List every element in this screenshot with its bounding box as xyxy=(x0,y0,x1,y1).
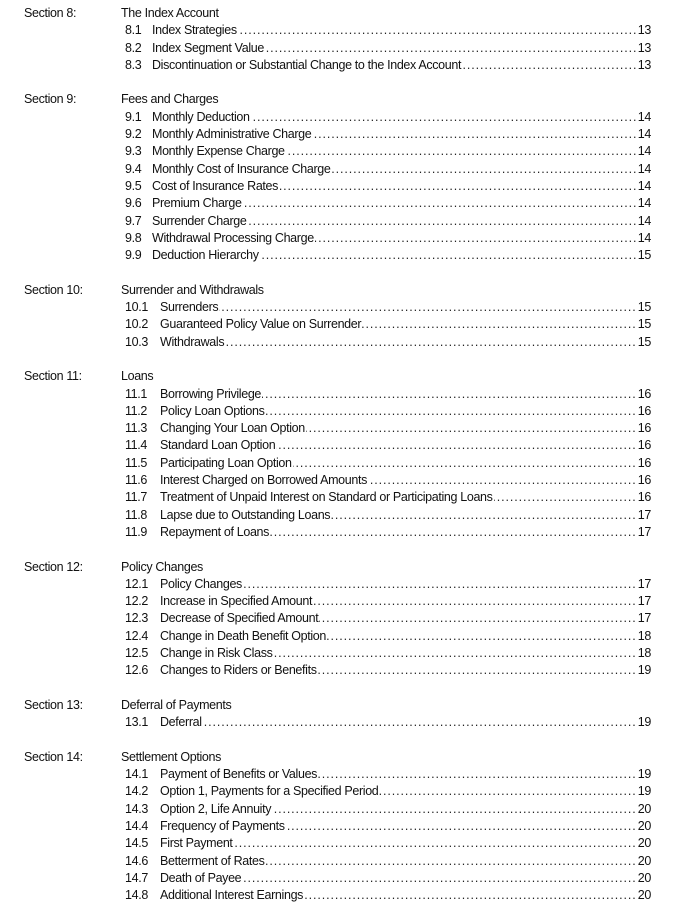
entry-leader xyxy=(152,178,649,195)
entry-leader xyxy=(160,524,649,541)
section-title: Loans xyxy=(121,369,154,384)
entry-title: Frequency of Payments xyxy=(160,818,285,833)
entry-title: Withdrawal Processing Charge xyxy=(152,230,314,245)
entry-leader xyxy=(152,126,649,143)
entry-page-number: 20 xyxy=(636,887,651,904)
entry-number: 9.6 xyxy=(125,196,142,211)
entry-page-number: 13 xyxy=(636,57,651,74)
entry-title: Option 2, Life Annuity xyxy=(160,801,272,816)
entry-leader xyxy=(160,853,649,870)
section-label: Section 14: xyxy=(24,749,83,764)
entry-number: 12.6 xyxy=(125,663,148,678)
entry-leader xyxy=(152,22,649,39)
entry-leader xyxy=(160,455,649,472)
entry-page-number: 19 xyxy=(636,662,651,679)
section-label: Section 12: xyxy=(24,559,83,574)
toc-entry[interactable] xyxy=(0,628,697,645)
entry-title: Lapse due to Outstanding Loans xyxy=(160,507,331,522)
entry-leader xyxy=(152,143,649,160)
entry-title: Premium Charge xyxy=(152,196,242,211)
entry-page-number: 20 xyxy=(636,870,651,887)
entry-number: 10.1 xyxy=(125,300,148,315)
entry-page-number: 14 xyxy=(636,230,651,247)
entry-number: 9.1 xyxy=(125,109,142,124)
entry-leader xyxy=(160,766,649,783)
entry-number: 9.7 xyxy=(125,213,142,228)
toc-entry[interactable] xyxy=(0,870,697,887)
toc-entry[interactable] xyxy=(0,593,697,610)
entry-leader xyxy=(160,783,649,800)
entry-title: Monthly Administrative Charge xyxy=(152,127,312,142)
entry-title: Option 1, Payments for a Specified Period xyxy=(160,784,379,799)
toc-entry[interactable] xyxy=(0,818,697,835)
entry-leader xyxy=(160,818,649,835)
toc-section xyxy=(0,368,697,541)
toc-entry[interactable] xyxy=(0,801,697,818)
toc-section xyxy=(0,282,697,351)
entry-number: 9.2 xyxy=(125,127,142,142)
entry-leader xyxy=(160,420,649,437)
toc-entry[interactable] xyxy=(0,783,697,800)
section-label: Section 13: xyxy=(24,697,83,712)
toc-entry[interactable] xyxy=(0,420,697,437)
toc-entry[interactable] xyxy=(0,213,697,230)
entry-number: 11.9 xyxy=(125,524,148,539)
toc-entry[interactable] xyxy=(0,299,697,316)
entry-number: 10.2 xyxy=(125,317,148,332)
toc-entry[interactable] xyxy=(0,524,697,541)
section-label: Section 9: xyxy=(24,92,77,107)
section-heading xyxy=(0,697,697,714)
entry-page-number: 15 xyxy=(636,299,651,316)
entry-title: Surrender Charge xyxy=(152,213,247,228)
section-label: Section 11: xyxy=(24,369,82,384)
entry-title: Increase in Specified Amount xyxy=(160,594,313,609)
section-title: The Index Account xyxy=(121,6,219,20)
entry-title: Treatment of Unpaid Interest on Standard or Participating Loans xyxy=(160,490,493,505)
toc-entry[interactable] xyxy=(0,57,697,74)
toc-entry[interactable] xyxy=(0,334,697,351)
entry-title: Interest Charged on Borrowed Amounts xyxy=(160,473,367,488)
entry-title: Cost of Insurance Rates xyxy=(152,178,279,193)
entry-page-number: 18 xyxy=(636,645,651,662)
entry-page-number: 14 xyxy=(636,143,651,160)
entry-number: 9.8 xyxy=(125,230,142,245)
entry-title: Index Strategies xyxy=(152,23,237,38)
section-heading xyxy=(0,5,697,22)
entry-page-number: 16 xyxy=(636,455,651,472)
entry-title: First Payment xyxy=(160,836,233,851)
entry-number: 13.1 xyxy=(125,715,148,730)
entry-leader xyxy=(152,230,649,247)
entry-leader xyxy=(160,472,649,489)
toc-entry[interactable] xyxy=(0,472,697,489)
entry-page-number: 15 xyxy=(636,316,651,333)
toc-entry[interactable] xyxy=(0,22,697,39)
toc-entry[interactable] xyxy=(0,766,697,783)
entry-number: 12.5 xyxy=(125,645,148,660)
entry-page-number: 16 xyxy=(636,489,651,506)
section-title: Surrender and Withdrawals xyxy=(121,282,264,297)
toc-entry[interactable] xyxy=(0,610,697,627)
entry-number: 14.1 xyxy=(125,767,148,782)
entry-number: 11.7 xyxy=(125,490,148,505)
entry-leader xyxy=(160,645,649,662)
entry-page-number: 16 xyxy=(636,403,651,420)
entry-page-number: 17 xyxy=(636,593,651,610)
entry-title: Withdrawals xyxy=(160,334,225,349)
entry-page-number: 20 xyxy=(636,801,651,818)
entry-title: Standard Loan Option xyxy=(160,438,276,453)
toc-section xyxy=(0,749,697,905)
section-heading xyxy=(0,282,697,299)
toc-section xyxy=(0,91,697,264)
entry-leader xyxy=(152,161,649,178)
section-title: Policy Changes xyxy=(121,559,203,574)
entry-leader xyxy=(152,213,649,230)
entry-page-number: 14 xyxy=(636,161,651,178)
toc-entry[interactable] xyxy=(0,143,697,160)
entry-page-number: 15 xyxy=(636,247,651,264)
toc-section xyxy=(0,697,697,732)
entry-title: Surrenders xyxy=(160,300,219,315)
entry-title: Deduction Hierarchy xyxy=(152,248,259,263)
entry-title: Changing Your Loan Option xyxy=(160,421,305,436)
entry-leader xyxy=(160,662,649,679)
section-heading xyxy=(0,559,697,576)
entry-number: 9.5 xyxy=(125,178,142,193)
entry-page-number: 17 xyxy=(636,576,651,593)
entry-number: 8.3 xyxy=(125,57,142,72)
entry-page-number: 17 xyxy=(636,524,651,541)
entry-page-number: 17 xyxy=(636,507,651,524)
entry-leader xyxy=(160,437,649,454)
entry-page-number: 14 xyxy=(636,213,651,230)
entry-title: Additional Interest Earnings xyxy=(160,888,304,903)
entry-title: Change in Death Benefit Option xyxy=(160,628,327,643)
toc-entry[interactable] xyxy=(0,40,697,57)
entry-title: Change in Risk Class xyxy=(160,645,273,660)
entry-title: Participating Loan Option xyxy=(160,455,292,470)
toc-entry[interactable] xyxy=(0,714,697,731)
toc-entry[interactable] xyxy=(0,195,697,212)
section-heading xyxy=(0,368,697,385)
toc-entry[interactable] xyxy=(0,247,697,264)
entry-leader xyxy=(160,507,649,524)
entry-title: Index Segment Value xyxy=(152,40,264,55)
entry-number: 9.3 xyxy=(125,144,142,159)
entry-number: 8.1 xyxy=(125,23,142,38)
entry-leader xyxy=(160,887,649,904)
entry-number: 12.3 xyxy=(125,611,148,626)
entry-page-number: 13 xyxy=(636,40,651,57)
entry-number: 10.3 xyxy=(125,334,148,349)
entry-leader xyxy=(152,57,649,74)
toc-section xyxy=(0,5,697,74)
entry-number: 14.4 xyxy=(125,818,148,833)
entry-number: 11.4 xyxy=(125,438,148,453)
entry-number: 9.9 xyxy=(125,248,142,263)
entry-leader xyxy=(160,714,649,731)
section-label: Section 10: xyxy=(24,282,83,297)
entry-leader xyxy=(152,109,649,126)
entry-page-number: 19 xyxy=(636,714,651,731)
entry-title: Borrowing Privilege xyxy=(160,386,262,401)
entry-leader xyxy=(160,610,649,627)
table-of-contents xyxy=(0,5,697,922)
section-heading xyxy=(0,91,697,108)
entry-number: 11.3 xyxy=(125,421,148,436)
entry-number: 9.4 xyxy=(125,161,142,176)
entry-title: Guaranteed Policy Value on Surrender xyxy=(160,317,362,332)
entry-leader xyxy=(160,835,649,852)
entry-leader xyxy=(160,801,649,818)
entry-page-number: 20 xyxy=(636,853,651,870)
entry-page-number: 17 xyxy=(636,610,651,627)
toc-entry[interactable] xyxy=(0,835,697,852)
entry-number: 14.7 xyxy=(125,870,148,885)
entry-leader xyxy=(160,576,649,593)
entry-number: 12.1 xyxy=(125,576,148,591)
section-title: Fees and Charges xyxy=(121,92,219,107)
entry-title: Payment of Benefits or Values xyxy=(160,767,318,782)
entry-leader xyxy=(152,40,649,57)
toc-entry[interactable] xyxy=(0,230,697,247)
entry-title: Deferral xyxy=(160,715,202,730)
entry-page-number: 14 xyxy=(636,109,651,126)
entry-leader xyxy=(152,195,649,212)
entry-page-number: 19 xyxy=(636,766,651,783)
entry-page-number: 19 xyxy=(636,783,651,800)
entry-leader xyxy=(160,299,649,316)
toc-entry[interactable] xyxy=(0,403,697,420)
entry-title: Decrease of Specified Amount xyxy=(160,611,319,626)
entry-leader xyxy=(160,334,649,351)
toc-entry[interactable] xyxy=(0,316,697,333)
entry-page-number: 16 xyxy=(636,386,651,403)
entry-title: Policy Loan Options xyxy=(160,403,265,418)
toc-entry[interactable] xyxy=(0,455,697,472)
entry-title: Repayment of Loans xyxy=(160,524,270,539)
entry-page-number: 20 xyxy=(636,818,651,835)
entry-number: 14.3 xyxy=(125,801,148,816)
section-heading xyxy=(0,749,697,766)
entry-number: 14.8 xyxy=(125,888,148,903)
toc-entry[interactable] xyxy=(0,178,697,195)
entry-page-number: 14 xyxy=(636,126,651,143)
entry-page-number: 14 xyxy=(636,195,651,212)
entry-title: Death of Payee xyxy=(160,870,242,885)
entry-number: 12.2 xyxy=(125,594,148,609)
entry-leader xyxy=(160,628,649,645)
entry-number: 12.4 xyxy=(125,628,148,643)
entry-leader xyxy=(160,316,649,333)
entry-number: 11.1 xyxy=(125,386,148,401)
entry-page-number: 13 xyxy=(636,22,651,39)
entry-page-number: 15 xyxy=(636,334,651,351)
toc-entry[interactable] xyxy=(0,109,697,126)
toc-entry[interactable] xyxy=(0,489,697,506)
entry-title: Policy Changes xyxy=(160,576,242,591)
entry-number: 14.2 xyxy=(125,784,148,799)
entry-title: Monthly Expense Charge xyxy=(152,144,285,159)
entry-number: 11.5 xyxy=(125,455,148,470)
toc-entry[interactable] xyxy=(0,853,697,870)
entry-leader xyxy=(152,247,649,264)
toc-entry[interactable] xyxy=(0,576,697,593)
section-label: Section 8: xyxy=(24,6,77,20)
toc-entry[interactable] xyxy=(0,386,697,403)
section-title: Deferral of Payments xyxy=(121,697,232,712)
entry-title: Changes to Riders or Benefits xyxy=(160,663,317,678)
entry-leader xyxy=(160,593,649,610)
entry-leader xyxy=(160,386,649,403)
entry-page-number: 14 xyxy=(636,178,651,195)
entry-leader xyxy=(160,403,649,420)
entry-number: 8.2 xyxy=(125,40,142,55)
section-title: Settlement Options xyxy=(121,749,222,764)
toc-entry[interactable] xyxy=(0,126,697,143)
entry-number: 11.8 xyxy=(125,507,148,522)
entry-title: Discontinuation or Substantial Change to the Index Account xyxy=(152,57,462,72)
entry-title: Monthly Deduction xyxy=(152,109,250,124)
entry-leader xyxy=(160,489,649,506)
entry-leader xyxy=(160,870,649,887)
toc-entry[interactable] xyxy=(0,507,697,524)
entry-page-number: 18 xyxy=(636,628,651,645)
entry-page-number: 16 xyxy=(636,437,651,454)
entry-title: Monthly Cost of Insurance Charge xyxy=(152,161,331,176)
toc-entry[interactable] xyxy=(0,437,697,454)
toc-entry[interactable] xyxy=(0,662,697,679)
entry-number: 11.6 xyxy=(125,473,148,488)
toc-entry[interactable] xyxy=(0,161,697,178)
entry-number: 14.6 xyxy=(125,853,148,868)
entry-page-number: 16 xyxy=(636,472,651,489)
toc-section xyxy=(0,559,697,680)
entry-title: Betterment of Rates xyxy=(160,853,265,868)
toc-entry[interactable] xyxy=(0,645,697,662)
toc-entry[interactable] xyxy=(0,887,697,904)
entry-number: 11.2 xyxy=(125,403,148,418)
entry-page-number: 16 xyxy=(636,420,651,437)
entry-page-number: 20 xyxy=(636,835,651,852)
entry-number: 14.5 xyxy=(125,836,148,851)
